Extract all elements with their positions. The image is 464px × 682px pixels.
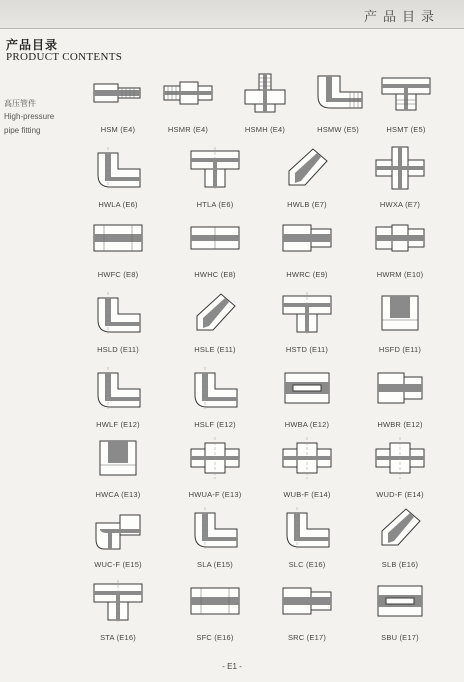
header-catalog-title: 产品目录: [363, 9, 440, 24]
fitting-label: HWCA (E13): [95, 490, 141, 499]
page-title-cn: 产品目录: [6, 38, 59, 52]
fitting-item: [78, 145, 158, 209]
fitting-label: HWHC (E8): [194, 270, 236, 279]
fitting-item: [366, 70, 446, 134]
fitting-label: SLB (E16): [381, 560, 419, 569]
fitting-item: [360, 145, 440, 209]
fitting-item: [360, 505, 440, 569]
fitting-label: HWBR (E12): [377, 420, 423, 429]
fitting-label: HWLA (E6): [98, 200, 138, 209]
fitting-item: [267, 435, 347, 499]
fitting-label: HSLE (E11): [194, 345, 236, 354]
fitting-label: HWRC (E9): [286, 270, 328, 279]
side-caption-en-line1: High-pressure: [4, 112, 55, 121]
fitting-item: [360, 435, 440, 499]
fitting-item: [148, 70, 228, 134]
side-caption-cn: 高压管件: [4, 99, 36, 108]
fitting-label: HSMW (E5): [317, 125, 359, 134]
fitting-label: HWUA-F (E13): [188, 490, 242, 499]
fitting-item: [267, 215, 347, 279]
fitting-item: [175, 435, 255, 499]
fitting-label: HWRM (E10): [376, 270, 424, 279]
fitting-item: [78, 505, 158, 569]
fitting-item: [78, 215, 158, 279]
fitting-label: HSLF (E12): [194, 420, 236, 429]
fitting-item: [78, 365, 158, 429]
fitting-item: [360, 290, 440, 354]
fitting-item: [175, 145, 255, 209]
fitting-label: HTLA (E6): [196, 200, 234, 209]
fitting-item: [360, 578, 440, 642]
fitting-item: [267, 365, 347, 429]
fitting-item: [78, 578, 158, 642]
fitting-item: [78, 70, 158, 134]
fitting-label: SLA (E15): [197, 560, 233, 569]
fitting-label: HSLD (E11): [97, 345, 139, 354]
header-band: [0, 0, 464, 29]
fitting-label: HWLB (E7): [287, 200, 327, 209]
fitting-item: [175, 215, 255, 279]
fitting-item: [175, 578, 255, 642]
fitting-label: STA (E16): [100, 633, 136, 642]
fitting-item: [175, 505, 255, 569]
fitting-item: [267, 290, 347, 354]
fitting-item: [175, 365, 255, 429]
fitting-item: [360, 365, 440, 429]
fitting-label: HWLF (E12): [96, 420, 140, 429]
fitting-label: SFC (E16): [196, 633, 234, 642]
fitting-label: HSMT (E5): [386, 125, 426, 134]
fitting-label: WUC-F (E15): [94, 560, 142, 569]
fitting-item: [267, 145, 347, 209]
fitting-item: [267, 578, 347, 642]
fitting-label: WUD-F (E14): [376, 490, 424, 499]
page-title-en: PRODUCT CONTENTS: [6, 51, 123, 63]
fitting-item: [360, 215, 440, 279]
fitting-label: HSMH (E4): [244, 125, 286, 134]
fitting-label: HSM (E4): [100, 125, 136, 134]
fitting-label: HSTD (E11): [285, 345, 329, 354]
fitting-item: [78, 435, 158, 499]
page-number: - E1 -: [222, 662, 242, 671]
fitting-item: [225, 70, 305, 134]
fitting-item: [78, 290, 158, 354]
fitting-label: SLC (E16): [288, 560, 326, 569]
fitting-label: HWFC (E8): [97, 270, 139, 279]
fitting-label: SRC (E17): [287, 633, 327, 642]
fitting-label: HWXA (E7): [379, 200, 421, 209]
fitting-item: [267, 505, 347, 569]
fitting-item: [175, 290, 255, 354]
fitting-label: HWBA (E12): [284, 420, 330, 429]
fitting-label: HSMR (E4): [167, 125, 209, 134]
side-caption-en-line2: pipe fitting: [4, 126, 41, 135]
fitting-label: SBU (E17): [381, 633, 419, 642]
fitting-label: WUB-F (E14): [283, 490, 331, 499]
fitting-label: HSFD (E11): [378, 345, 422, 354]
